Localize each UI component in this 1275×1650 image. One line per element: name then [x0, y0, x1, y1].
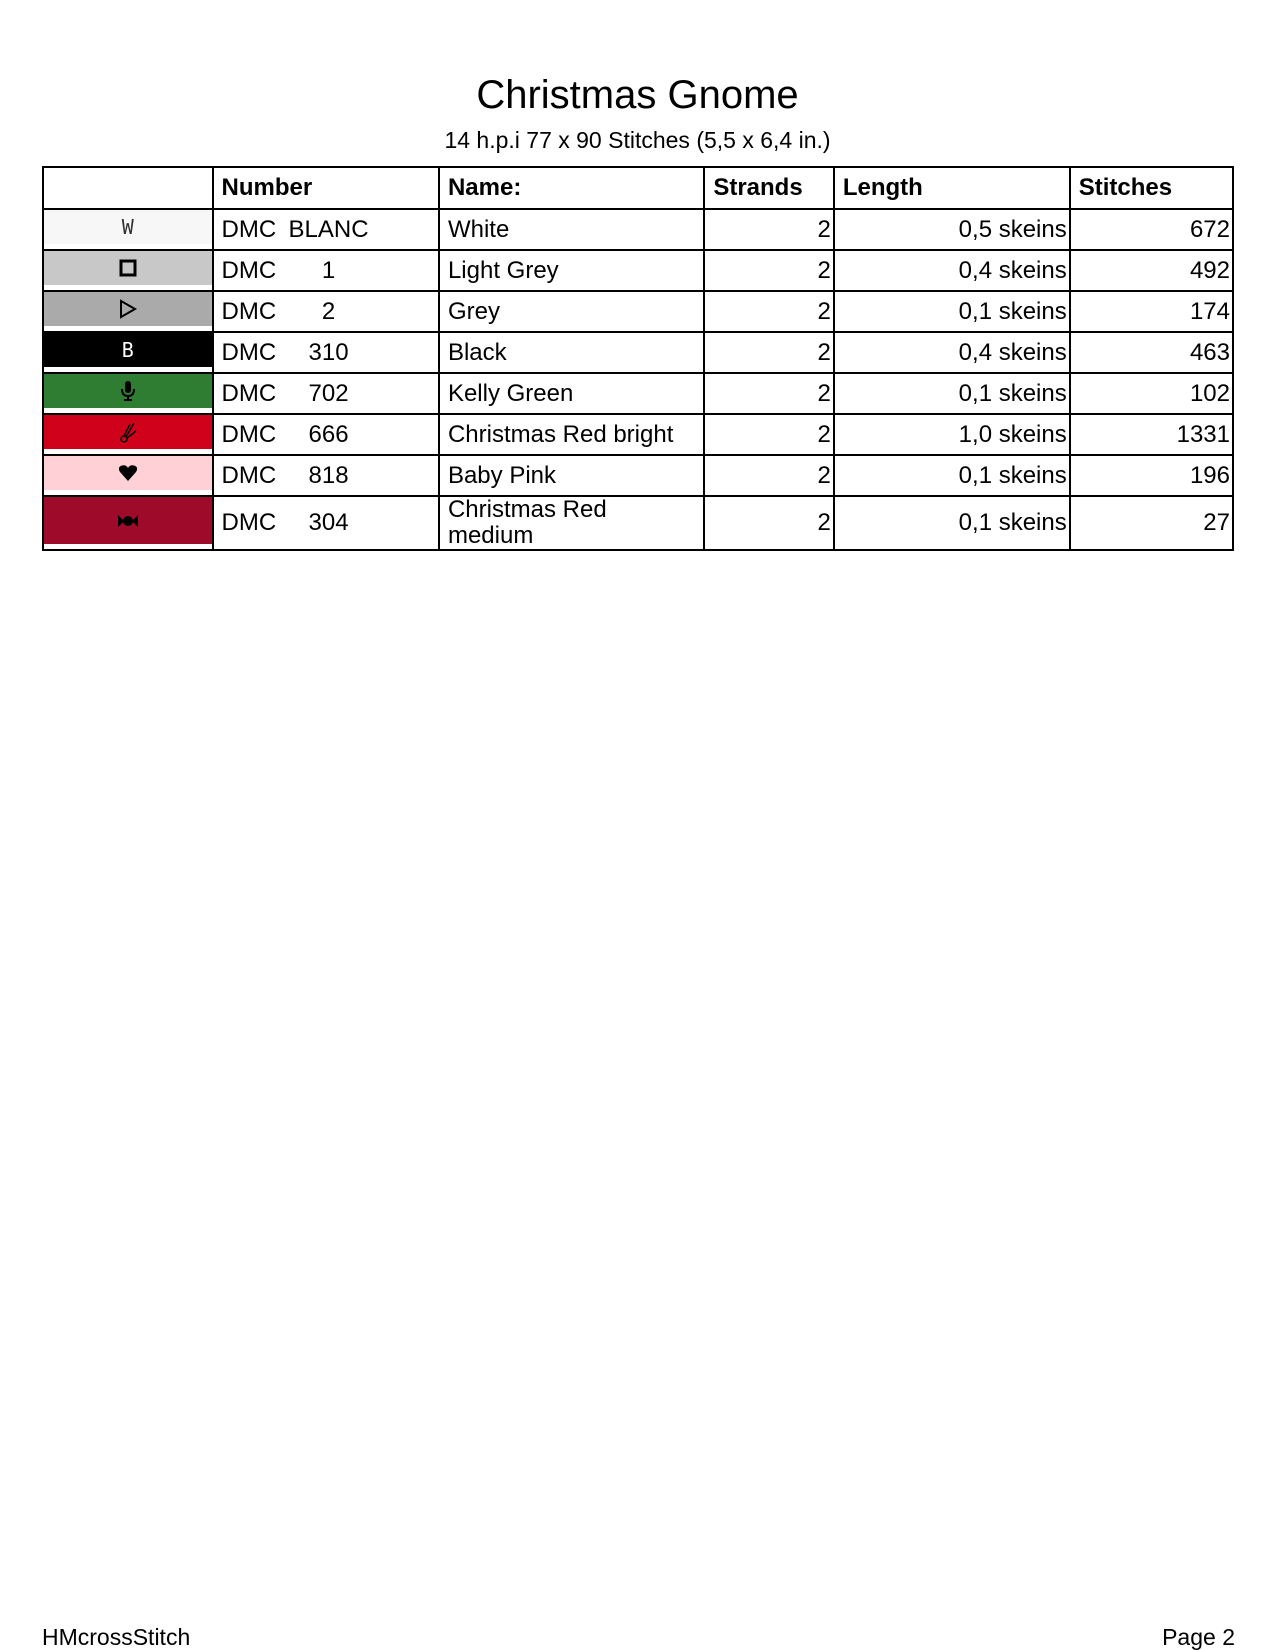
footer-brand: HMcrossStitch — [42, 1624, 191, 1650]
thread-number — [213, 414, 439, 455]
thread-strands: 2 — [704, 496, 834, 550]
thread-stitches: 672 — [1070, 209, 1233, 250]
thread-brand: DMC — [221, 338, 277, 366]
color-swatch — [43, 496, 213, 550]
thread-code: 2 — [321, 297, 336, 325]
color-swatch — [43, 332, 213, 373]
table-row — [43, 455, 1233, 496]
heart-icon — [118, 464, 138, 482]
thread-name: Kelly Green — [439, 373, 704, 414]
table-row — [43, 496, 1233, 550]
table-header-row — [43, 167, 1233, 209]
thread-code: 1 — [321, 256, 336, 284]
thread-number — [213, 496, 439, 550]
swatch-fill — [44, 292, 212, 326]
thread-strands: 2 — [704, 373, 834, 414]
triangle-right-icon — [119, 299, 137, 319]
thread-number — [213, 373, 439, 414]
thread-length: 1,0 skeins — [834, 414, 1070, 455]
header-strands: Strands — [704, 167, 834, 209]
thread-code: 702 — [308, 379, 349, 407]
color-swatch — [43, 209, 213, 250]
thread-stitches: 174 — [1070, 291, 1233, 332]
thread-brand: DMC — [221, 420, 277, 448]
thread-length: 0,1 skeins — [834, 455, 1070, 496]
thread-length: 0,1 skeins — [834, 496, 1070, 550]
table-row — [43, 414, 1233, 455]
thread-stitches: 1331 — [1070, 414, 1233, 455]
thread-number — [213, 209, 439, 250]
thread-code: 666 — [308, 420, 349, 448]
thread-number — [213, 291, 439, 332]
table-row — [43, 209, 1233, 250]
scissors-icon — [118, 421, 138, 443]
thread-strands: 2 — [704, 414, 834, 455]
swatch-fill — [44, 333, 212, 367]
thread-name: Black — [439, 332, 704, 373]
thread-number — [213, 332, 439, 373]
color-swatch — [43, 373, 213, 414]
page-number: Page 2 — [1162, 1624, 1235, 1650]
thread-name: Christmas Red bright — [439, 414, 704, 455]
thread-length: 0,1 skeins — [834, 291, 1070, 332]
thread-brand: DMC — [221, 215, 277, 243]
thread-stitches: 196 — [1070, 455, 1233, 496]
thread-brand: DMC — [221, 509, 277, 536]
color-swatch — [43, 455, 213, 496]
thread-stitches: 102 — [1070, 373, 1233, 414]
color-swatch — [43, 291, 213, 332]
page-subtitle: 14 h.p.i 77 x 90 Stitches (5,5 x 6,4 in.) — [444, 127, 831, 153]
thread-brand: DMC — [221, 297, 277, 325]
thread-stitches: 492 — [1070, 250, 1233, 291]
thread-stitches: 463 — [1070, 332, 1233, 373]
letter-w-icon: W — [121, 215, 134, 239]
thread-length: 0,4 skeins — [834, 250, 1070, 291]
thread-length: 0,4 skeins — [834, 332, 1070, 373]
swatch-fill — [44, 210, 212, 244]
table-row — [43, 291, 1233, 332]
thread-name: Christmas Red medium — [439, 496, 704, 550]
thread-stitches: 27 — [1070, 496, 1233, 550]
swatch-fill — [44, 497, 212, 544]
thread-name: Grey — [439, 291, 704, 332]
header-number: Number — [213, 167, 439, 209]
swatch-fill — [44, 456, 212, 490]
page-title: Christmas Gnome — [476, 73, 799, 117]
swatch-fill — [44, 251, 212, 285]
thread-strands: 2 — [704, 209, 834, 250]
thread-strands: 2 — [704, 250, 834, 291]
thread-code: 304 — [308, 509, 349, 536]
candy-icon — [117, 514, 139, 528]
table-row — [43, 373, 1233, 414]
header-name: Name: — [439, 167, 704, 209]
header-length: Length — [834, 167, 1070, 209]
header-symbol — [43, 167, 213, 209]
thread-name: Light Grey — [439, 250, 704, 291]
thread-length: 0,5 skeins — [834, 209, 1070, 250]
thread-name: Baby Pink — [439, 455, 704, 496]
color-swatch — [43, 414, 213, 455]
letter-b-icon: B — [121, 338, 134, 362]
thread-code: 818 — [308, 461, 349, 489]
thread-number — [213, 250, 439, 291]
thread-strands: 2 — [704, 455, 834, 496]
swatch-fill — [44, 415, 212, 449]
thread-length: 0,1 skeins — [834, 373, 1070, 414]
thread-code: BLANC — [288, 215, 369, 243]
thread-key-table — [42, 166, 1234, 551]
thread-brand: DMC — [221, 379, 277, 407]
thread-brand: DMC — [221, 461, 277, 489]
thread-strands: 2 — [704, 332, 834, 373]
header-stitches: Stitches — [1070, 167, 1233, 209]
thread-number — [213, 455, 439, 496]
thread-strands: 2 — [704, 291, 834, 332]
thread-name: White — [439, 209, 704, 250]
color-swatch — [43, 250, 213, 291]
microphone-icon — [120, 380, 136, 402]
thread-brand: DMC — [221, 256, 277, 284]
square-outline-icon — [119, 259, 137, 277]
table-row — [43, 332, 1233, 373]
swatch-fill — [44, 374, 212, 408]
thread-code: 310 — [308, 338, 349, 366]
table-row — [43, 250, 1233, 291]
